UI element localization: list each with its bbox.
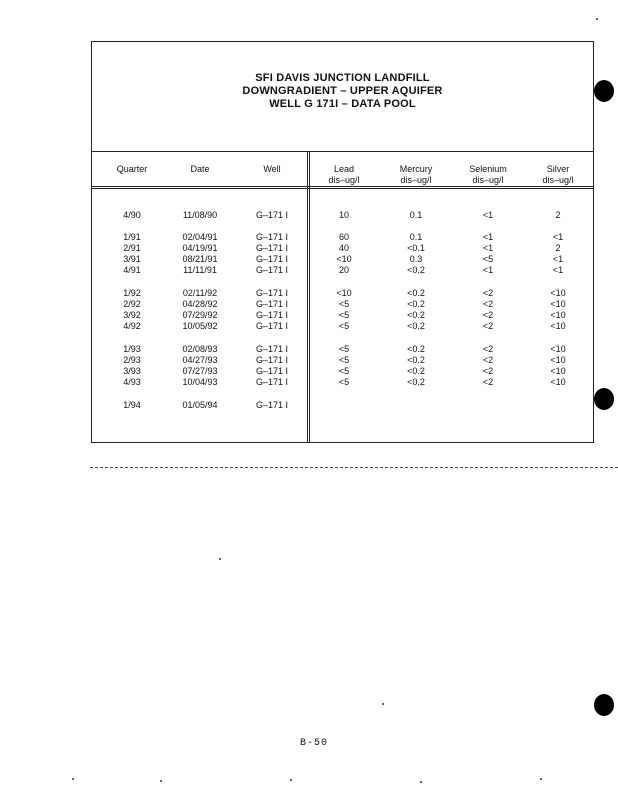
cell-selenium: <2 bbox=[482, 299, 494, 309]
cell-silver: 2 bbox=[555, 210, 561, 220]
cell-selenium: <2 bbox=[482, 310, 494, 320]
scan-speck bbox=[72, 778, 74, 780]
col-header-selenium-unit: dis–ug/l bbox=[472, 175, 504, 185]
cell-lead: <5 bbox=[338, 344, 350, 354]
scan-speck bbox=[160, 780, 162, 782]
cell-mercury: <0.2 bbox=[407, 288, 425, 298]
scan-speck bbox=[382, 703, 384, 705]
cell-selenium: <5 bbox=[482, 254, 494, 264]
cell-well: G–171 I bbox=[255, 321, 289, 331]
cell-mercury: <0.2 bbox=[407, 310, 425, 320]
cell-selenium: <1 bbox=[482, 265, 494, 275]
cell-lead: <5 bbox=[338, 299, 350, 309]
cell-quarter: 1/92 bbox=[123, 288, 141, 298]
cell-silver: <10 bbox=[550, 344, 566, 354]
cell-date: 04/19/91 bbox=[182, 243, 218, 253]
column-divider bbox=[307, 152, 310, 443]
cell-quarter: 4/90 bbox=[123, 210, 141, 220]
cell-quarter: 4/92 bbox=[123, 321, 141, 331]
cell-well: G–171 I bbox=[255, 366, 289, 376]
cell-lead: <10 bbox=[336, 288, 352, 298]
col-header-mercury-name: Mercury bbox=[399, 164, 433, 174]
cell-well: G–171 I bbox=[255, 265, 289, 275]
cell-date: 04/27/93 bbox=[182, 355, 218, 365]
cell-mercury: 0.1 bbox=[409, 210, 423, 220]
cell-quarter: 2/92 bbox=[123, 299, 141, 309]
cell-date: 11/08/90 bbox=[182, 210, 218, 220]
cell-well: G–171 I bbox=[255, 299, 289, 309]
col-header-mercury-unit: dis–ug/l bbox=[400, 175, 432, 185]
cell-selenium: <2 bbox=[482, 344, 494, 354]
punch-hole bbox=[594, 694, 614, 716]
cell-quarter: 1/91 bbox=[123, 232, 141, 242]
col-header-silver-unit: dis–ug/l bbox=[542, 175, 574, 185]
cell-date: 04/28/92 bbox=[182, 299, 218, 309]
cell-lead: <5 bbox=[338, 321, 350, 331]
cell-selenium: <1 bbox=[482, 243, 494, 253]
cell-well: G–171 I bbox=[255, 377, 289, 387]
cell-well: G–171 I bbox=[255, 355, 289, 365]
cell-selenium: <2 bbox=[482, 366, 494, 376]
cell-mercury: <0.2 bbox=[407, 344, 425, 354]
cell-lead: 20 bbox=[338, 265, 349, 275]
col-header-mercury bbox=[386, 164, 446, 186]
cell-quarter: 2/91 bbox=[123, 243, 141, 253]
cell-mercury: <0.2 bbox=[407, 265, 425, 275]
data-table-frame bbox=[91, 41, 594, 443]
cell-date: 11/11/91 bbox=[183, 265, 217, 275]
cell-lead: 60 bbox=[338, 232, 349, 242]
cell-mercury: 0.1 bbox=[409, 232, 423, 242]
cell-date: 02/11/92 bbox=[182, 288, 218, 298]
header-separator bbox=[92, 186, 593, 189]
cell-silver: <10 bbox=[550, 288, 566, 298]
cell-quarter: 3/92 bbox=[123, 310, 141, 320]
col-header-quarter: Quarter bbox=[116, 164, 148, 174]
cell-silver: <10 bbox=[550, 310, 566, 320]
cell-quarter: 2/93 bbox=[123, 355, 141, 365]
scan-speck bbox=[540, 778, 542, 780]
cell-mercury: <0.2 bbox=[407, 321, 425, 331]
cell-date: 10/05/92 bbox=[182, 321, 218, 331]
title-line-2: DOWNGRADIENT – UPPER AQUIFER bbox=[242, 85, 443, 97]
scan-speck bbox=[420, 781, 422, 783]
cell-lead: 40 bbox=[338, 243, 349, 253]
cell-quarter: 1/93 bbox=[123, 344, 141, 354]
cell-selenium: <2 bbox=[482, 321, 494, 331]
cell-silver: <10 bbox=[550, 299, 566, 309]
cell-well: G–171 I bbox=[255, 254, 289, 264]
cell-mercury: <0.1 bbox=[407, 243, 425, 253]
cell-mercury: <0.2 bbox=[407, 355, 425, 365]
cell-quarter: 4/91 bbox=[123, 265, 141, 275]
col-header-selenium-name: Selenium bbox=[469, 164, 507, 174]
cell-selenium: <2 bbox=[482, 355, 494, 365]
col-header-silver-name: Silver bbox=[546, 164, 570, 174]
cell-well: G–171 I bbox=[255, 288, 289, 298]
scan-speck bbox=[596, 18, 598, 20]
cell-lead: <10 bbox=[336, 254, 352, 264]
cell-mercury: 0.3 bbox=[409, 254, 423, 264]
col-header-lead bbox=[314, 164, 374, 186]
cell-mercury: <0.2 bbox=[407, 377, 425, 387]
cell-lead: <5 bbox=[338, 310, 350, 320]
cell-silver: <10 bbox=[550, 366, 566, 376]
cell-date: 07/29/92 bbox=[182, 310, 218, 320]
cell-date: 08/21/91 bbox=[182, 254, 218, 264]
scan-speck bbox=[219, 558, 221, 560]
cell-silver: <10 bbox=[550, 355, 566, 365]
cell-silver: <1 bbox=[552, 265, 564, 275]
cell-well: G–171 I bbox=[255, 210, 289, 220]
cell-silver: <10 bbox=[550, 321, 566, 331]
cell-quarter: 3/91 bbox=[123, 254, 141, 264]
page-number: B-50 bbox=[300, 738, 329, 749]
scan-speck bbox=[290, 779, 292, 781]
cell-quarter: 3/93 bbox=[123, 366, 141, 376]
cell-selenium: <2 bbox=[482, 288, 494, 298]
col-header-lead-name: Lead bbox=[333, 164, 355, 174]
cell-selenium: <1 bbox=[482, 210, 494, 220]
punch-hole bbox=[594, 80, 614, 102]
cell-date: 07/27/93 bbox=[182, 366, 218, 376]
cell-silver: <1 bbox=[552, 232, 564, 242]
col-header-lead-unit: dis–ug/l bbox=[328, 175, 360, 185]
cell-selenium: <2 bbox=[482, 377, 494, 387]
title-line-3: WELL G 171I – DATA POOL bbox=[269, 98, 416, 110]
cell-well: G–171 I bbox=[255, 243, 289, 253]
cell-lead: <5 bbox=[338, 366, 350, 376]
col-header-date: Date bbox=[190, 164, 210, 174]
dashed-separator bbox=[90, 467, 618, 468]
cell-silver: 2 bbox=[555, 243, 561, 253]
col-header-selenium bbox=[458, 164, 518, 186]
col-header-well: Well bbox=[263, 164, 281, 174]
cell-well: G–171 I bbox=[255, 400, 289, 410]
cell-selenium: <1 bbox=[482, 232, 494, 242]
cell-quarter: 1/94 bbox=[123, 400, 141, 410]
col-header-silver bbox=[528, 164, 588, 186]
cell-quarter: 4/93 bbox=[123, 377, 141, 387]
cell-well: G–171 I bbox=[255, 232, 289, 242]
cell-well: G–171 I bbox=[255, 310, 289, 320]
cell-silver: <10 bbox=[550, 377, 566, 387]
cell-date: 10/04/93 bbox=[182, 377, 218, 387]
cell-date: 02/08/93 bbox=[182, 344, 218, 354]
cell-mercury: <0.2 bbox=[407, 299, 425, 309]
cell-silver: <1 bbox=[552, 254, 564, 264]
title-block bbox=[92, 42, 593, 152]
cell-lead: 10 bbox=[338, 210, 349, 220]
cell-date: 01/05/94 bbox=[182, 400, 218, 410]
cell-mercury: <0.2 bbox=[407, 366, 425, 376]
cell-lead: <5 bbox=[338, 355, 350, 365]
cell-date: 02/04/91 bbox=[182, 232, 218, 242]
punch-hole bbox=[594, 388, 614, 410]
cell-lead: <5 bbox=[338, 377, 350, 387]
title-line-1: SFI DAVIS JUNCTION LANDFILL bbox=[255, 72, 430, 84]
cell-well: G–171 I bbox=[255, 344, 289, 354]
